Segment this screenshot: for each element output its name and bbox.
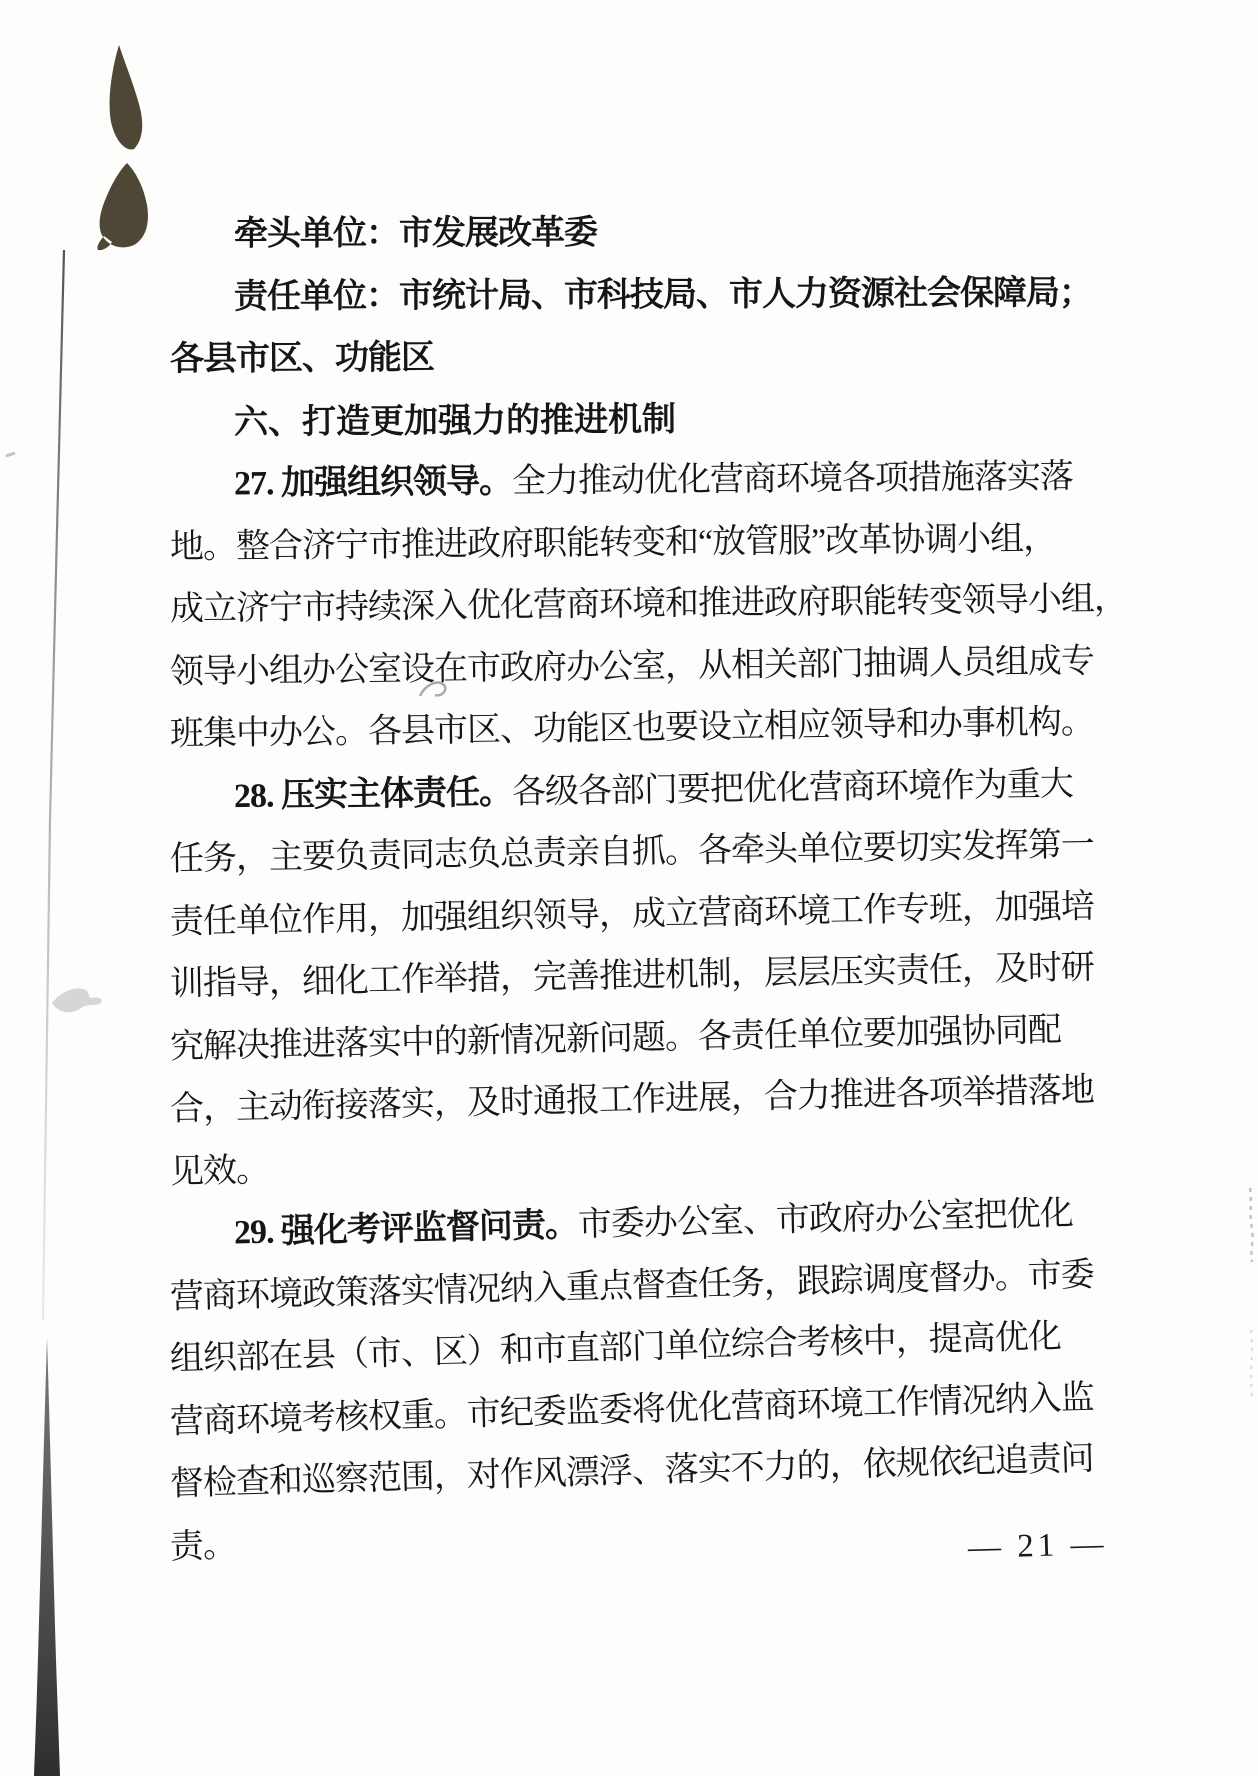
line-body-text: 市委办公室、市政府办公室把优化: [577, 1195, 1074, 1244]
line-body-text: 合，主动衔接落实，及时通报工作进展，合力推进各项举措落地: [169, 1071, 1095, 1128]
line-body-text: 督检查和巡察范围，对作风漂浮、落实不力的，依规依纪追责问: [169, 1440, 1095, 1503]
line-lead-text: 六、打造更加强力的推进机制: [233, 399, 677, 442]
line-lead-text: 责任单位：市统计局、市科技局、市人力资源社会保障局；: [233, 274, 1093, 316]
line-body-text: 责。: [169, 1526, 237, 1566]
page-number: — 21 —: [967, 1526, 1108, 1566]
ink-blot-icon: [97, 163, 148, 250]
line-body-text: 责任单位作用，加强组织领导，成立营商环境工作专班，加强培: [169, 887, 1095, 941]
section-heading: [170, 385, 1110, 454]
line-body-text: 各级各部门要把优化营商环境作为重大: [511, 765, 1074, 811]
line-body-text: 究解决推进落实中的新情况新问题。各责任单位要加强协同配: [169, 1011, 1062, 1066]
text-line: [170, 262, 1110, 329]
line-lead-text: 27. 加强组织领导。: [233, 463, 513, 503]
left-edge-speck: [6, 453, 15, 456]
line-lead-text: 29. 强化考评监督问责。: [233, 1206, 579, 1252]
bleed-through-marks: [1251, 1330, 1252, 1400]
line-lead-text: 牵头单位：市发展改革委: [233, 214, 598, 253]
line-body-text: 班集中办公。各县市区、功能区也要设立相应领导和办事机构。: [169, 703, 1095, 753]
line-body-text: 组织部在县（市、区）和市直部门单位综合考核中，提高优化: [169, 1318, 1062, 1378]
text-line: [169, 569, 1128, 642]
line-body-text: 全力推动优化营商环境各项措施落实落: [511, 458, 1074, 501]
document-text: [169, 204, 1128, 1579]
line-body-text: 营商环境政策落实情况纳入重点督查任务，跟踪调度督办。市委: [169, 1256, 1095, 1316]
text-line: [170, 507, 1111, 579]
fold-crease-line: [43, 250, 64, 1320]
line-body-text: 营商环境考核权重。市纪委监委将优化营商环境工作情况纳入监: [169, 1378, 1095, 1441]
text-line: [170, 323, 1110, 391]
line-body-text: 见效。: [169, 1151, 270, 1191]
text-line: [170, 201, 1110, 267]
eraser-smudge: [52, 988, 102, 1012]
line-body-text: 领导小组办公室设在市政府办公室，从相关部门抽调人员组成专: [169, 642, 1095, 691]
line-body-text: 训指导，细化工作举措，完善推进机制，层层压实责任，及时研: [169, 949, 1095, 1003]
line-body-text: 任务，主要负责同志负总责亲自抓。各牵头单位要切实发挥第一: [169, 826, 1095, 878]
ink-streak-bottom: [34, 1338, 60, 1776]
line-lead-text: 各县市区、功能区: [169, 339, 435, 378]
bleed-through-marks: [1250, 1188, 1253, 1262]
line-lead-text: 28. 压实主体责任。: [233, 773, 513, 815]
ink-blot-icon: [110, 45, 143, 149]
line-body-text: 成立济宁市持续深入优化营商环境和推进政府职能转变领导小组，: [169, 580, 1128, 628]
text-line: [170, 446, 1110, 516]
line-body-text: 地。整合济宁市推进政府职能转变和“放管服”改革协调小组，: [169, 519, 1057, 566]
